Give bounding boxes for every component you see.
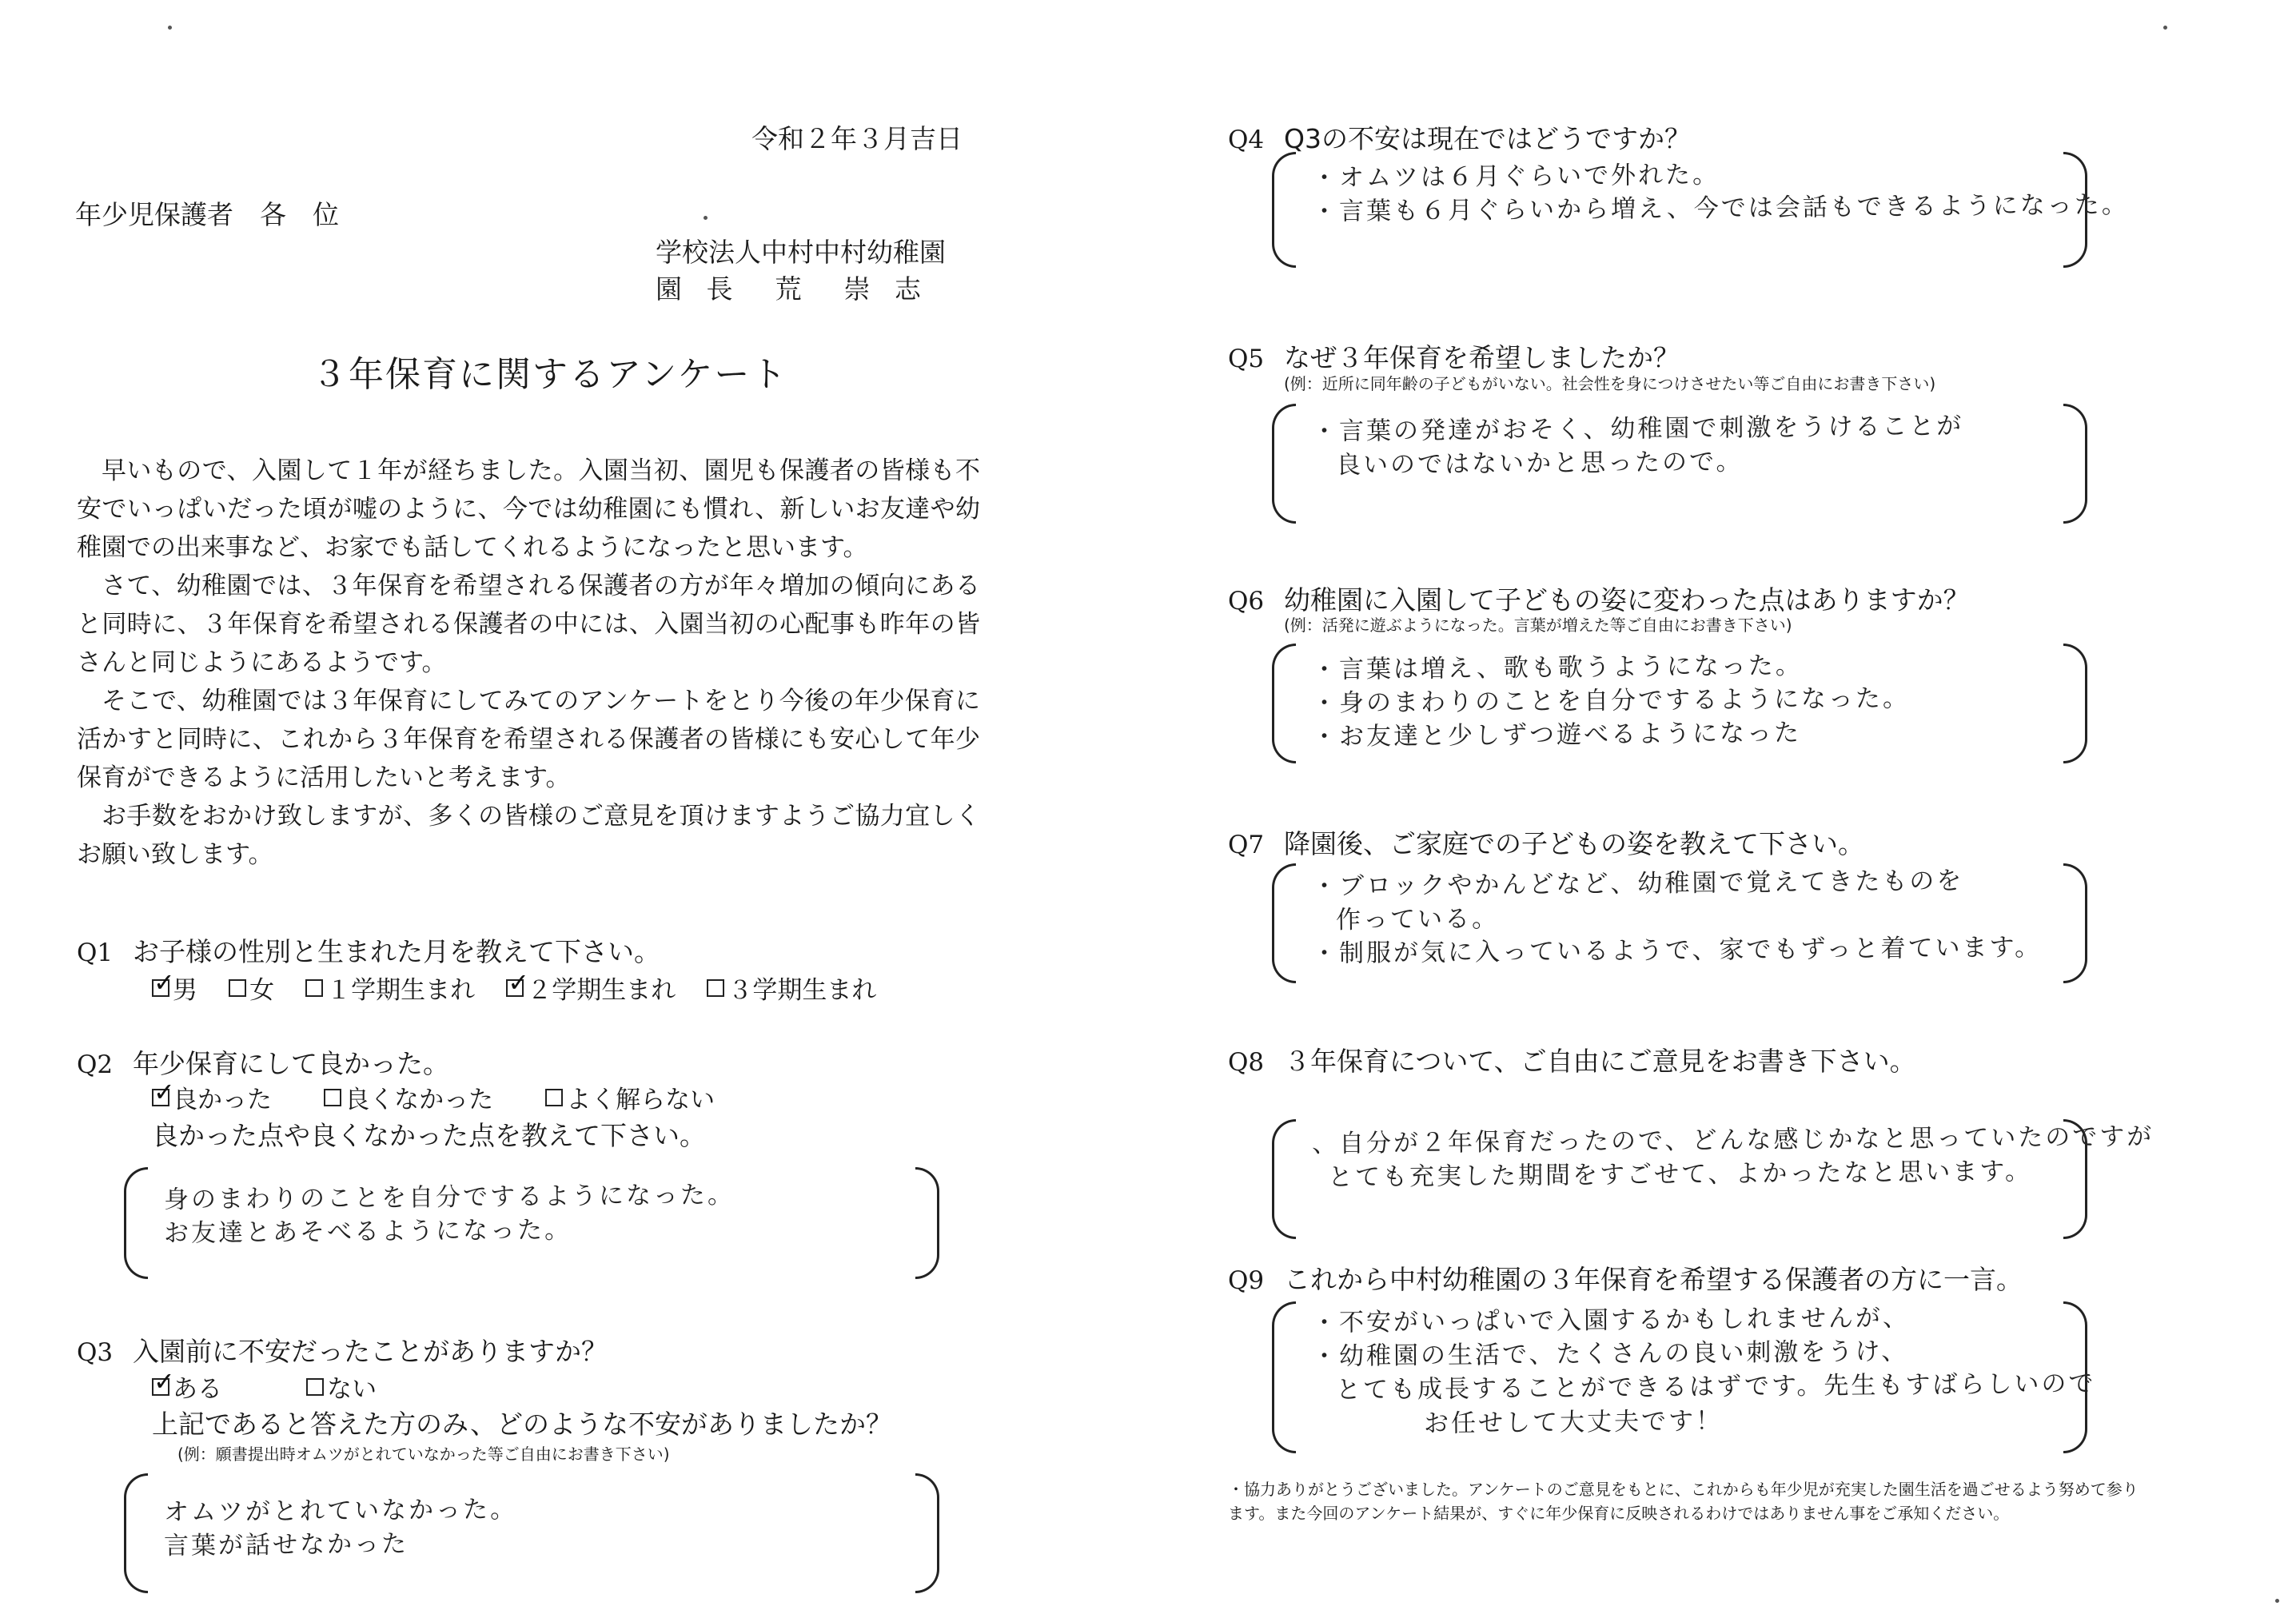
q1-option-term1[interactable]: １学期生まれ	[305, 970, 475, 1006]
q5-answer-line: 良いのではないかと思ったので。	[1335, 447, 1744, 480]
q6-answer-line: ・お友達と少しずつ遊べるようになった	[1311, 718, 1802, 751]
intro-paragraph: お手数をおかけ致しますが、多くの皆様のご意見を頂けますようご協力宜しくお願い致します。	[77, 802, 980, 869]
q8-answer-line: 、自分が２年保育だったので、どんな感じかなと思っていたのですが	[1311, 1122, 2154, 1158]
checkbox-checked-icon[interactable]	[152, 979, 169, 997]
school-name: 学校法人中村中村幼稚園	[656, 237, 946, 268]
footer-note	[1228, 1477, 2139, 1525]
q3-answer-line: オムツがとれていなかった。	[163, 1495, 518, 1527]
checkbox-icon[interactable]	[545, 1089, 563, 1106]
q5-question	[1228, 337, 1680, 375]
q5-number: Q5	[1228, 345, 1265, 373]
bracket-right	[2063, 863, 2087, 983]
checkbox-checked-icon[interactable]	[152, 1378, 169, 1396]
intro-paragraph: 早いもので、入園して１年が経ちました。入園当初、園児も保護者の皆様も不安でいっぱいだった頃が嘘のように、今では幼稚園にも慣れ、新しいお友達や幼稚園での出来事など、お家でも話してくれるようになったと思います。	[77, 456, 980, 562]
q7-text: 降園後、ご家庭での子どもの姿を教えて下さい。	[1284, 828, 1864, 859]
bracket-left	[1272, 863, 1296, 983]
q8-answer-line: とても充実した期間をすごせて、よかったなと思います。	[1327, 1157, 2033, 1192]
q2-option-good[interactable]: ✓ 良かった	[152, 1079, 272, 1115]
q2-text: 年少保育にして良かった。	[133, 1048, 449, 1079]
q9-answer-box[interactable]	[1272, 1301, 2096, 1453]
q4-answer-line: ・オムツは６月ぐらいで外れた。	[1311, 160, 1720, 193]
q2-option-unsure[interactable]: よく解らない	[545, 1079, 715, 1115]
bracket-left	[1272, 1119, 1296, 1239]
q6-answer-line: ・身のまわりのことを自分でするようになった。	[1311, 683, 1911, 718]
q3-text: 入園前に不安だったことがありますか？	[133, 1336, 608, 1367]
q1-option-term2[interactable]: ✓ ２学期生まれ	[506, 970, 676, 1006]
q2-answer-line: お友達とあそべるようになった。	[163, 1215, 572, 1248]
bracket-right	[915, 1167, 939, 1279]
q9-answer-line: ・不安がいっぱいで入園するかもしれませんが、	[1311, 1303, 1911, 1337]
q6-question	[1228, 580, 1970, 617]
q1-question	[77, 931, 660, 969]
q8-text: ３年保育について、ご自由にご意見をお書き下さい。	[1284, 1046, 1916, 1077]
q7-question	[1228, 823, 1864, 861]
q6-number: Q6	[1228, 587, 1265, 616]
q6-answer-line: ・言葉は増え、歌も歌うようになった。	[1311, 651, 1803, 684]
bracket-left	[1272, 644, 1296, 763]
footer-line: ・協力ありがとうございました。アンケートのご意見をもとに、これからも年少児が充実した園生活を過ごせるよう努めて参り	[1228, 1480, 2139, 1499]
q3-number: Q3	[77, 1338, 114, 1367]
checkbox-icon[interactable]	[707, 979, 724, 997]
q2-answer-box[interactable]	[124, 1167, 939, 1279]
q6-text: 幼稚園に入園して子どもの姿に変わった点はありますか？	[1284, 584, 1970, 616]
principal-name: 園 長 荒 崇 志	[656, 273, 929, 305]
q8-answer-box[interactable]	[1272, 1119, 2154, 1239]
checkbox-checked-icon[interactable]	[152, 1089, 169, 1106]
document-date: 令和２年３月吉日	[751, 123, 963, 154]
q2-answer-line: 身のまわりのことを自分でするようになった。	[163, 1180, 735, 1214]
q1-number: Q1	[77, 939, 114, 967]
intro-paragraph: そこで、幼稚園では３年保育にしてみてのアンケートをとり今後の年少保育に活かすと同時に、これから３年保育を希望される保護者の皆様にも安心して年少保育ができるように活用したいと考えます。	[77, 687, 980, 792]
q1-option-male[interactable]: ✓ 男	[152, 970, 197, 1006]
q5-answer-line: ・言葉の発達がおそく、幼稚園で刺激をうけることが	[1311, 411, 1964, 446]
q3-option-no[interactable]: ない	[306, 1369, 377, 1405]
checkbox-icon[interactable]	[229, 979, 246, 997]
q3-answer-line: 言葉が話せなかった	[163, 1529, 409, 1560]
q9-number: Q9	[1228, 1266, 1265, 1295]
q4-answer-line: ・言葉も６月ぐらいから増え、今では会話もできるようになった。	[1311, 190, 2129, 226]
q5-answer-box[interactable]	[1272, 404, 2087, 524]
q1-text: お子様の性別と生まれた月を教えて下さい。	[133, 936, 660, 967]
q7-answer-line: 作っている。	[1335, 904, 1500, 935]
q1-option-female[interactable]: 女	[229, 970, 274, 1006]
q9-question	[1228, 1259, 2023, 1297]
q2-question	[77, 1043, 449, 1081]
recipient-line: 年少児保護者 各 位	[75, 199, 339, 230]
q9-answer-line: とても成長することができるはずです。先生もすばらしいので	[1335, 1369, 2096, 1405]
q5-text: なぜ３年保育を希望しましたか？	[1284, 342, 1680, 373]
q4-answer-box[interactable]	[1272, 152, 2129, 268]
bracket-left	[124, 1473, 148, 1593]
q7-answer-line: ・制服が気に入っているようで、家でもずっと着ています。	[1311, 933, 2043, 968]
bracket-right	[915, 1473, 939, 1593]
bracket-left	[1272, 1301, 1296, 1453]
q7-answer-box[interactable]	[1272, 863, 2087, 983]
bracket-right	[2063, 404, 2087, 524]
q5-note: (例：近所に同年齢の子どもがいない。社会性を身につけさせたい等ご自由にお書き下さい)	[1284, 374, 1936, 393]
q2-number: Q2	[77, 1050, 114, 1079]
intro-paragraph: さて、幼稚園では、３年保育を希望される保護者の方が年々増加の傾向にあると同時に、３年保育を希望される保護者の中には、入園当初の心配事も昨年の皆さんと同じようにあるようです。	[77, 572, 980, 677]
q3-note: (例：願書提出時オムツがとれていなかった等ご自由にお書き下さい)	[177, 1445, 670, 1464]
right-page	[1148, 0, 2296, 1618]
q3-option-yes[interactable]: ✓ ある	[152, 1369, 222, 1405]
bracket-left	[124, 1167, 148, 1279]
q6-answer-box[interactable]	[1272, 644, 2087, 763]
q8-question	[1228, 1041, 1916, 1078]
q6-note: (例：活発に遊ぶようになった。言葉が増えた等ご自由にお書き下さい)	[1284, 616, 1792, 635]
checkbox-icon[interactable]	[306, 1378, 324, 1396]
checkbox-icon[interactable]	[324, 1089, 341, 1106]
intro-text	[77, 452, 980, 874]
q8-number: Q8	[1228, 1048, 1265, 1077]
q1-options	[152, 970, 903, 1006]
bracket-right	[2063, 644, 2087, 763]
q2-options	[152, 1079, 742, 1115]
q9-answer-line: ・幼稚園の生活で、たくさんの良い刺激をうけ、	[1311, 1337, 1909, 1371]
q9-answer-line: お任せして大丈夫です！	[1423, 1406, 1724, 1438]
q3-options	[152, 1369, 404, 1405]
bracket-left	[1272, 404, 1296, 524]
q2-option-bad[interactable]: 良くなかった	[324, 1079, 493, 1115]
q2-followup: 良かった点や良くなかった点を教えて下さい。	[152, 1120, 706, 1151]
q4-question	[1228, 118, 1691, 156]
checkbox-checked-icon[interactable]	[506, 979, 524, 997]
q7-answer-line: ・ブロックやかんどなど、幼稚園で覚えてきたものを	[1311, 866, 1964, 901]
q4-number: Q4	[1228, 126, 1265, 154]
q4-text: Q3の不安は現在ではどうですか？	[1284, 123, 1691, 154]
checkbox-icon[interactable]	[305, 979, 323, 997]
q3-answer-box[interactable]	[124, 1473, 939, 1593]
page-title: ３年保育に関するアンケート	[312, 354, 788, 395]
q3-followup: 上記であると答えた方のみ、どのような不安がありましたか？	[152, 1409, 892, 1440]
bracket-left	[1272, 152, 1296, 268]
q9-text: これから中村幼稚園の３年保育を希望する保護者の方に一言。	[1284, 1264, 2023, 1295]
q3-question	[77, 1331, 608, 1369]
q1-option-term3[interactable]: ３学期生まれ	[707, 970, 876, 1006]
footer-line: ます。また今回のアンケート結果が、すぐに年少保育に反映されるわけではありません事をご承知ください。	[1228, 1504, 2010, 1523]
q7-number: Q7	[1228, 831, 1265, 859]
